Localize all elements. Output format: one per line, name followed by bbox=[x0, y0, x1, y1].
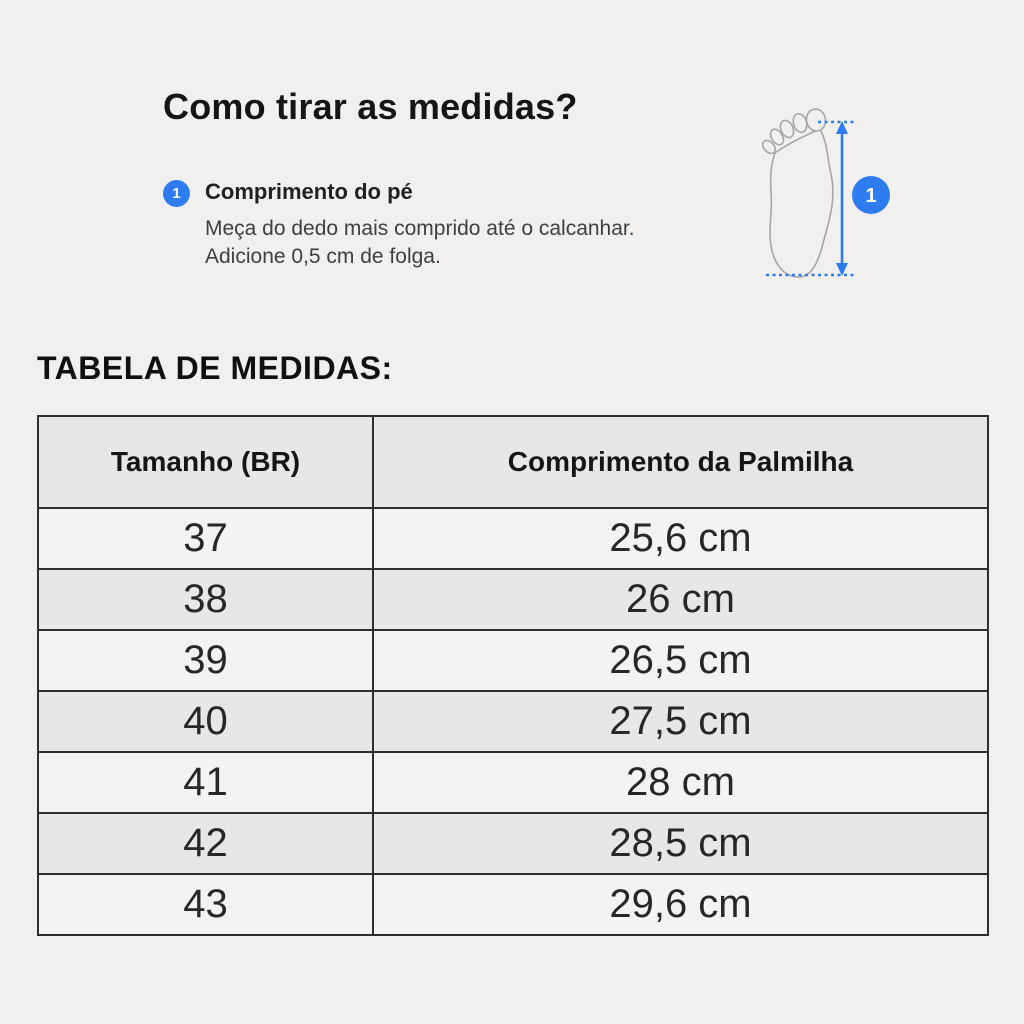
foot-measurement-illustration bbox=[740, 100, 910, 300]
size-cell: 40 bbox=[38, 691, 373, 752]
step-number-badge: 1 bbox=[163, 180, 190, 207]
table-row bbox=[38, 508, 988, 569]
size-cell: 41 bbox=[38, 752, 373, 813]
length-cell: 29,6 cm bbox=[373, 874, 988, 935]
length-cell: 26 cm bbox=[373, 569, 988, 630]
column-header-length: Comprimento da Palmilha bbox=[373, 416, 988, 508]
page-title: Como tirar as medidas? bbox=[163, 86, 578, 127]
length-cell: 25,6 cm bbox=[373, 508, 988, 569]
foot-toes bbox=[760, 107, 827, 156]
measurement-step bbox=[163, 179, 637, 270]
step-content bbox=[205, 179, 637, 270]
size-cell: 42 bbox=[38, 813, 373, 874]
size-cell: 43 bbox=[38, 874, 373, 935]
table-row bbox=[38, 691, 988, 752]
table-header-row bbox=[38, 416, 988, 508]
table-row bbox=[38, 752, 988, 813]
table-heading: TABELA DE MEDIDAS: bbox=[37, 350, 393, 386]
length-arrow bbox=[836, 121, 848, 276]
foot-sole-outline bbox=[770, 129, 833, 277]
table-row bbox=[38, 630, 988, 691]
length-cell: 28,5 cm bbox=[373, 813, 988, 874]
table-row bbox=[38, 813, 988, 874]
size-cell: 38 bbox=[38, 569, 373, 630]
size-cell: 37 bbox=[38, 508, 373, 569]
svg-text:1: 1 bbox=[865, 185, 877, 207]
step-title: Comprimento do pé bbox=[205, 179, 413, 204]
length-cell: 26,5 cm bbox=[373, 630, 988, 691]
table-row bbox=[38, 569, 988, 630]
illustration-number-badge bbox=[852, 176, 890, 214]
length-cell: 28 cm bbox=[373, 752, 988, 813]
step-description: Meça do dedo mais comprido até o calcanhar. Adicione 0,5 cm de folga. bbox=[205, 217, 635, 268]
size-table bbox=[37, 415, 989, 936]
column-header-size: Tamanho (BR) bbox=[38, 416, 373, 508]
length-cell: 27,5 cm bbox=[373, 691, 988, 752]
table-row bbox=[38, 874, 988, 935]
size-cell: 39 bbox=[38, 630, 373, 691]
